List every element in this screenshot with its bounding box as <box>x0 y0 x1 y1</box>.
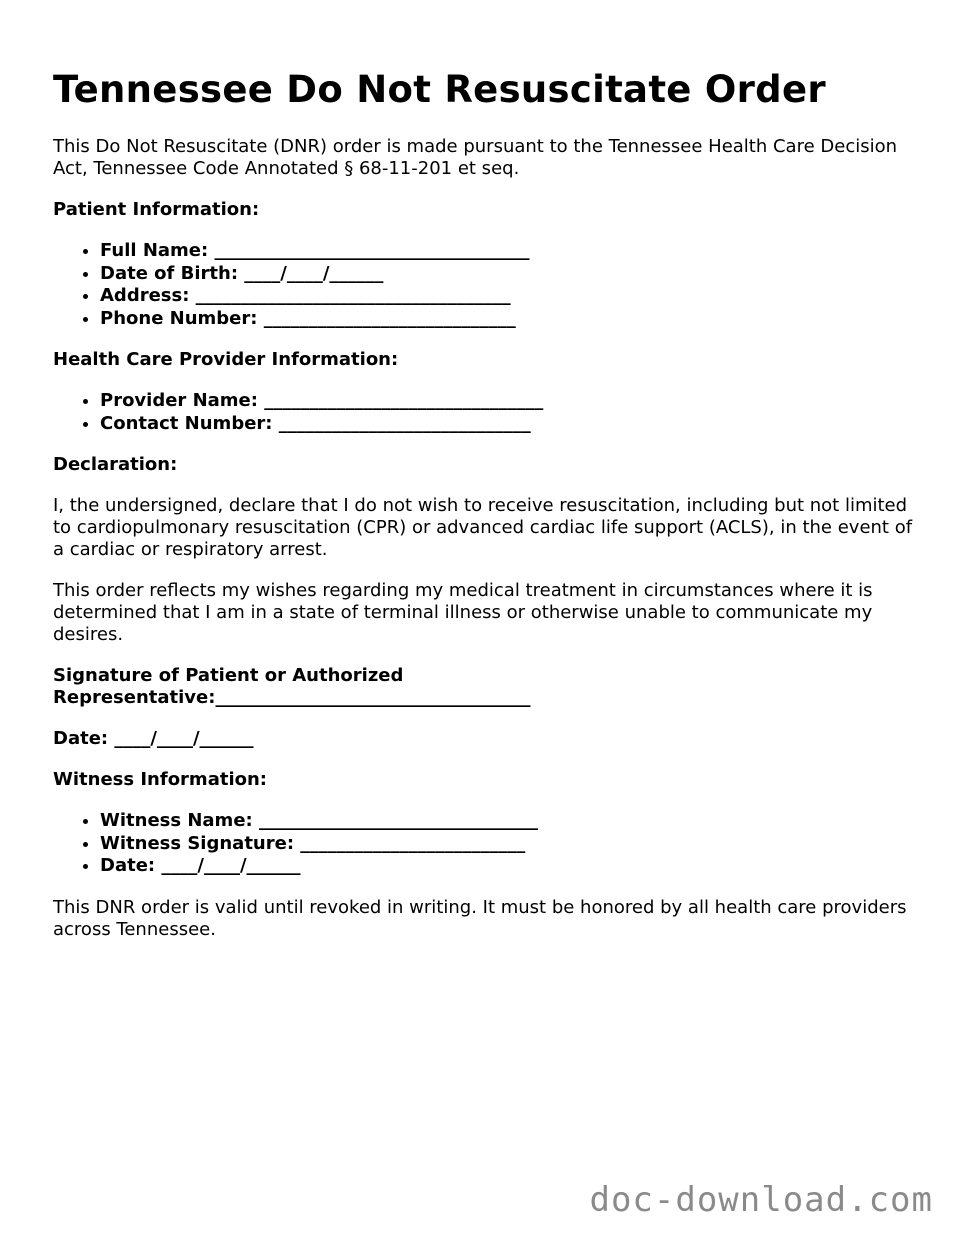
watermark-text: doc-download.com <box>589 1180 933 1220</box>
witness-info-list <box>53 810 913 878</box>
declaration-paragraph-1: I, the undersigned, declare that I do not wish to receive resuscitation, including but not limited to cardiopulmonary resuscitation (CPR) or advanced cardiac life support (ACLS), in the event of a cardiac or respiratory arrest. <box>53 495 913 560</box>
witness-signature-field: • Witness Signature: _________________________ <box>100 833 913 856</box>
phone-number-field: • Phone Number: ____________________________ <box>100 308 913 331</box>
provider-info-heading: Health Care Provider Information: <box>53 349 399 370</box>
witness-info-heading: Witness Information: <box>53 769 267 790</box>
document-title: Tennessee Do Not Resuscitate Order <box>53 68 826 111</box>
signature-block <box>53 665 913 709</box>
date-of-birth-field: • Date of Birth: ____/____/______ <box>100 263 913 286</box>
signature-label-line-1: Signature of Patient or Authorized <box>53 665 404 686</box>
document-page <box>53 66 913 960</box>
signature-label-line-2: Representative:___________________________________ <box>53 687 531 708</box>
signature-date-field: Date: ____/____/______ <box>53 728 254 749</box>
contact-number-field: • Contact Number: ____________________________ <box>100 413 913 436</box>
witness-date-field: • Date: ____/____/______ <box>100 855 913 878</box>
intro-paragraph: This Do Not Resuscitate (DNR) order is made pursuant to the Tennessee Health Care Decision Act, Tennessee Code Annotated § 68-11-201 et seq. <box>53 136 898 179</box>
witness-name-field: • Witness Name: _______________________________ <box>100 810 913 833</box>
patient-info-heading: Patient Information: <box>53 199 260 220</box>
declaration-heading: Declaration: <box>53 454 178 475</box>
provider-name-field: • Provider Name: _______________________________ <box>100 390 913 413</box>
address-field: • Address: ___________________________________ <box>100 285 913 308</box>
declaration-paragraph-2: This order reflects my wishes regarding my medical treatment in circumstances where it is determined that I am in a state of terminal illness or otherwise unable to communicate my desires. <box>53 580 873 645</box>
patient-info-list <box>53 240 913 330</box>
closing-paragraph: This DNR order is valid until revoked in writing. It must be honored by all health care providers across Tennessee. <box>53 896 907 940</box>
full-name-field: • Full Name: ___________________________________ <box>100 240 913 263</box>
provider-info-list <box>53 390 913 435</box>
